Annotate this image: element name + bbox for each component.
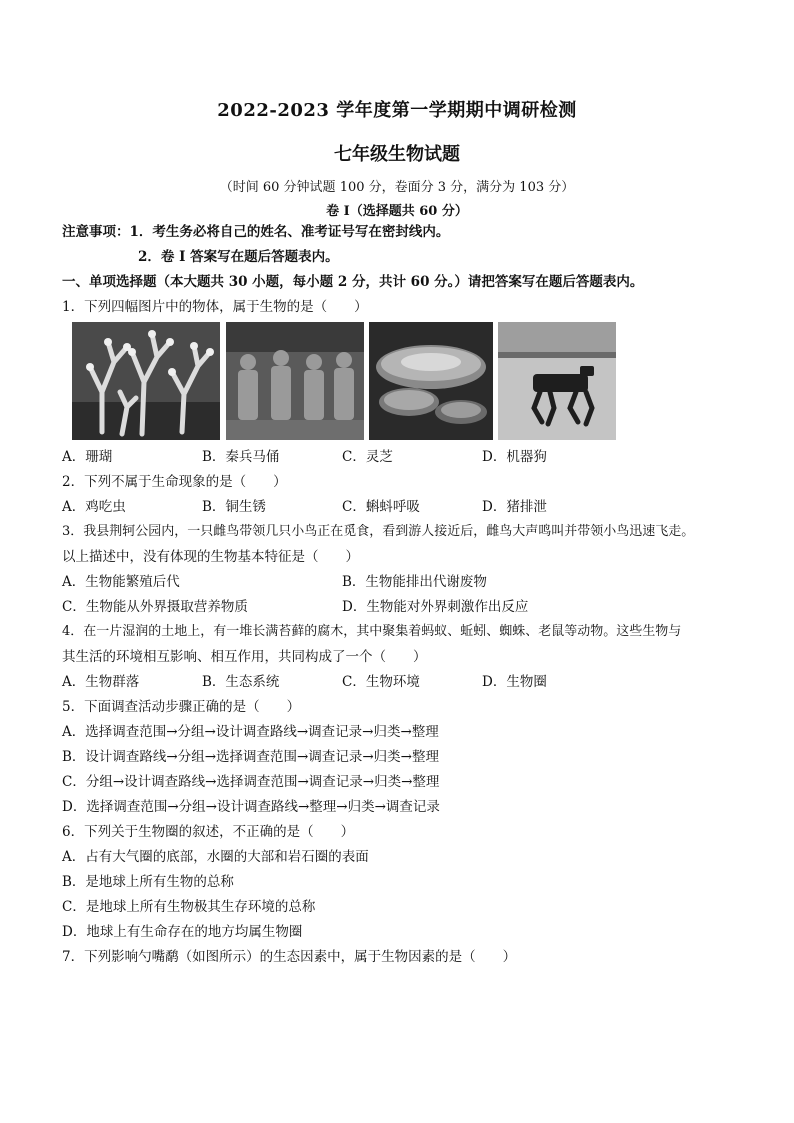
q4-option-a[interactable]: A．生物群落 [62,674,140,690]
q1-option-a[interactable]: A．珊瑚 [62,449,113,465]
q7-stem: 7．下列影响勺嘴鹬（如图所示）的生态因素中，属于生物因素的是（ ） [62,949,517,965]
volume-heading: 卷 I（选择题共 60 分） [326,204,468,219]
notes-label: 注意事项： [62,224,130,240]
q3-option-a[interactable]: A．生物能繁殖后代 [62,574,180,590]
q4-option-d[interactable]: D．生物圈 [482,674,547,690]
time-note: （时间 60 分钟试题 100 分，卷面分 3 分，满分为 103 分） [219,180,575,195]
lingzhi-photo [369,322,493,440]
q5-option-d[interactable]: D．选择调查范围→分组→设计调查路线→整理→归类→调查记录 [62,799,440,815]
exam-subject: 七年级生物试题 [334,144,460,165]
q6-option-c[interactable]: C．是地球上所有生物极其生存环境的总称 [62,899,316,915]
q5-option-c[interactable]: C．分组→设计调查路线→选择调查范围→调查记录→归类→整理 [62,774,440,790]
q2-option-d[interactable]: D．猪排泄 [482,499,547,515]
q3-option-d[interactable]: D．生物能对外界刺激作出反应 [342,599,529,615]
q1-stem: 1．下列四幅图片中的物体，属于生物的是（ ） [62,299,368,315]
q5-option-b[interactable]: B．设计调查路线→分组→选择调查范围→调查记录→归类→整理 [62,749,439,765]
q6-option-d[interactable]: D．地球上有生命存在的地方均属生物圈 [62,924,303,940]
q2-option-c[interactable]: C．蝌蚪呼吸 [342,499,420,515]
q1-option-c[interactable]: C．灵芝 [342,449,393,465]
terracotta-warriors-photo [226,322,364,440]
q5-stem: 5．下面调查活动步骤正确的是（ ） [62,699,301,715]
q2-option-b[interactable]: B．铜生锈 [202,499,266,515]
q4-stem-line-2: 其生活的环境相互影响、相互作用，共同构成了一个（ ） [62,649,427,665]
q5-option-a[interactable]: A．选择调查范围→分组→设计调查路线→调查记录→归类→整理 [62,724,439,740]
q6-option-a[interactable]: A．占有大气圈的底部，水圈的大部和岩石圈的表面 [62,849,369,865]
notes-item-1: 1．考生务必将自己的姓名、准考证号写在密封线内。 [129,224,450,240]
q4-option-b[interactable]: B．生态系统 [202,674,280,690]
section-1-heading: 一、单项选择题（本大题共 30 小题，每小题 2 分，共计 60 分。）请把答案写在题后答题表内。 [62,274,644,290]
q2-option-a[interactable]: A．鸡吃虫 [62,499,126,515]
q3-option-b[interactable]: B．生物能排出代谢废物 [342,574,487,590]
q2-stem: 2．下列不属于生命现象的是（ ） [62,474,287,490]
notes-line-1 [62,223,449,241]
q4-stem-line-1: 4．在一片湿润的土地上，有一堆长满苔藓的腐木，其中聚集着蚂蚁、蚯蚓、蜘蛛、老鼠等动物。这些生物与 [62,624,682,639]
q3-stem-line-2: 以上描述中，没有体现的生物基本特征是（ ） [62,549,359,565]
q6-option-b[interactable]: B．是地球上所有生物的总称 [62,874,234,890]
q1-option-d[interactable]: D．机器狗 [482,449,547,465]
q1-option-b[interactable]: B．秦兵马俑 [202,449,280,465]
q3-stem-line-1: 3．我县荆轲公园内，一只雌鸟带领几只小鸟正在觅食，看到游人接近后，雌鸟大声鸣叫并带领小鸟迅速飞走。 [62,524,695,539]
q6-stem: 6．下列关于生物圈的叙述，不正确的是（ ） [62,824,355,840]
coral-photo [72,322,220,440]
robot-dog-photo [498,322,616,440]
notes-item-2: 2．卷 I 答案写在题后答题表内。 [138,249,339,265]
q4-option-c[interactable]: C．生物环境 [342,674,420,690]
exam-title: 2022-2023 学年度第一学期期中调研检测 [217,100,577,121]
q3-option-c[interactable]: C．生物能从外界摄取营养物质 [62,599,248,615]
